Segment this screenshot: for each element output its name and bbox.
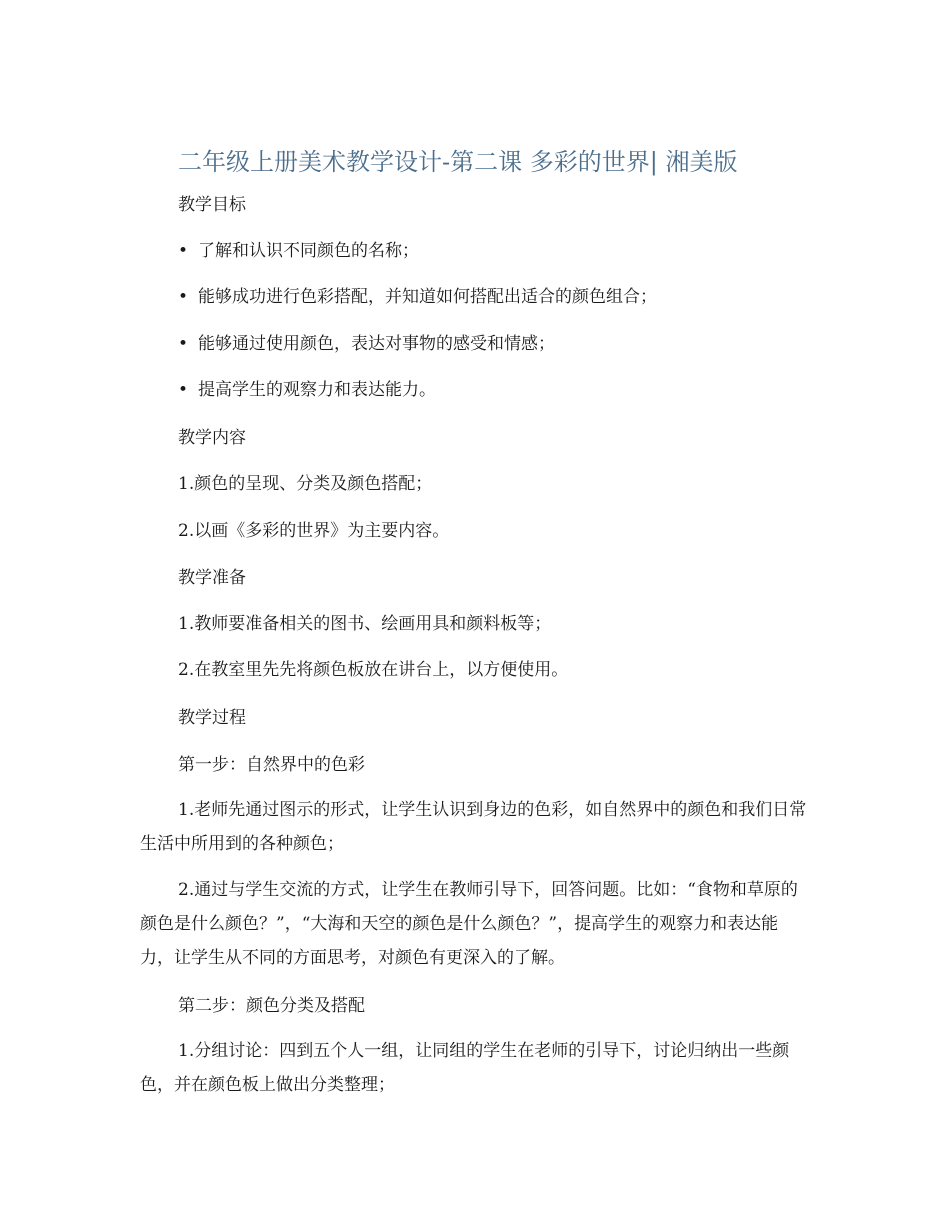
step2-heading: 第二步：颜色分类及搭配 [178, 996, 365, 1016]
section-heading-preparation: 教学准备 [178, 568, 246, 588]
content-item: 1.颜色的呈现、分类及颜色搭配； [178, 474, 433, 494]
section-heading-objectives: 教学目标 [178, 195, 246, 215]
objective-text: 提高学生的观察力和表达能力。 [198, 380, 436, 400]
objective-item [178, 241, 419, 261]
step1-paragraph: 1.老师先通过图示的形式，让学生认识到身边的色彩，如自然界中的颜色和我们日常生活中所用到的各种颜色； [140, 800, 807, 854]
section-heading-process: 教学过程 [178, 708, 246, 728]
objective-item [178, 287, 657, 307]
prep-item: 2.在教室里先先将颜色板放在讲台上，以方便使用。 [178, 660, 569, 680]
step1-paragraph: 2.通过与学生交流的方式，让学生在教师引导下，回答问题。比如：“食物和草原的颜色是什么颜色？”，“大海和天空的颜色是什么颜色？”，提高学生的观察力和表达能力，让学生从不同的方面思考，对颜色有更深入的了解。 [140, 880, 798, 968]
objective-text: 能够通过使用颜色，表达对事物的感受和情感； [198, 334, 555, 354]
bullet-marker: • [178, 334, 189, 354]
document-title: 二年级上册美术教学设计-第二课 多彩的世界| 湘美版 [178, 148, 738, 176]
step1-heading: 第一步：自然界中的色彩 [178, 755, 365, 775]
prep-item: 1.教师要准备相关的图书、绘画用具和颜料板等； [178, 614, 552, 634]
bullet-marker: • [178, 241, 189, 261]
objective-text: 了解和认识不同颜色的名称； [198, 241, 419, 261]
objective-item [178, 334, 555, 354]
objective-text: 能够成功进行色彩搭配，并知道如何搭配出适合的颜色组合； [198, 287, 657, 307]
section-heading-content: 教学内容 [178, 428, 246, 448]
content-item: 2.以画《多彩的世界》为主要内容。 [178, 521, 450, 541]
step2-paragraph: 1.分组讨论：四到五个人一组，让同组的学生在老师的引导下，讨论归纳出一些颜色，并在颜色板上做出分类整理； [140, 1041, 790, 1095]
bullet-marker: • [178, 380, 189, 400]
objective-item [178, 380, 436, 400]
bullet-marker: • [178, 287, 189, 307]
